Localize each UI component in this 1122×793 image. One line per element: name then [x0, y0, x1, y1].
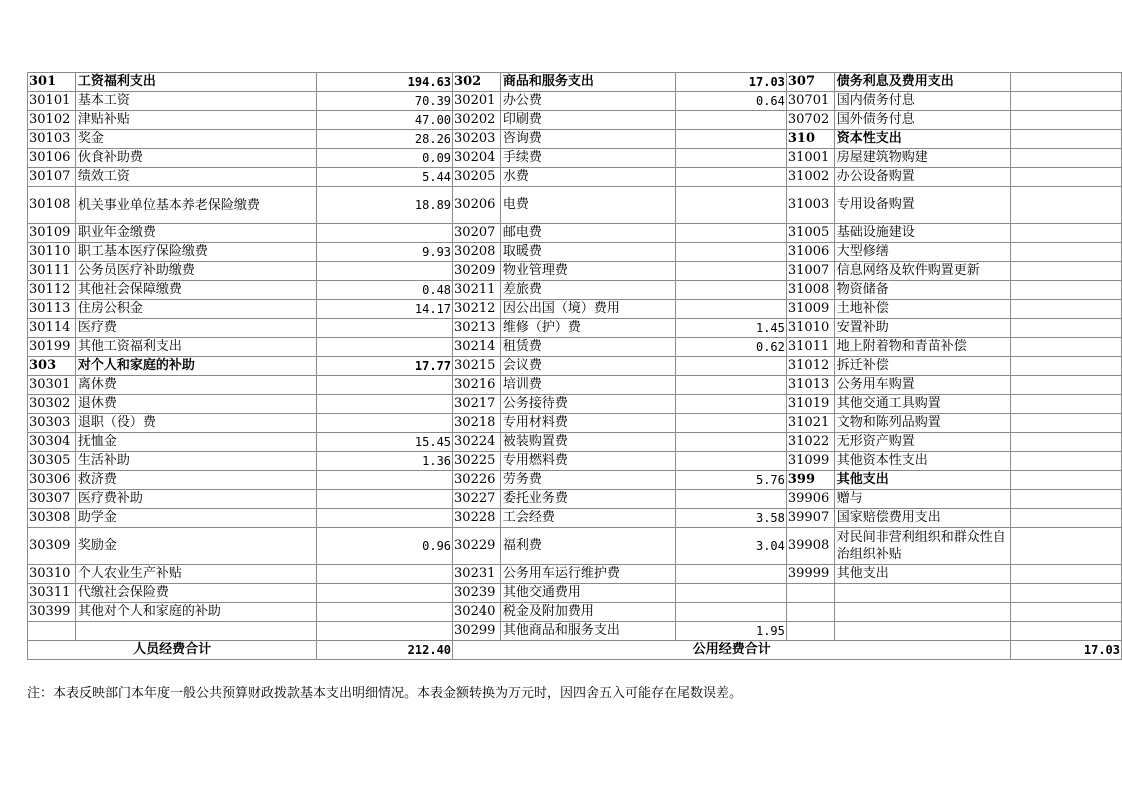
name-cell — [834, 603, 1011, 622]
code-cell: 302 — [453, 73, 501, 92]
name-cell: 债务利息及费用支出 — [834, 73, 1011, 92]
name-cell: 租赁费 — [500, 338, 675, 357]
amount-cell — [317, 584, 453, 603]
code-cell: 31008 — [786, 281, 834, 300]
name-cell: 因公出国（境）费用 — [500, 300, 675, 319]
amount-cell — [676, 111, 787, 130]
code-cell: 30305 — [28, 452, 76, 471]
code-cell: 30231 — [453, 565, 501, 584]
name-cell: 退休费 — [75, 395, 316, 414]
code-cell: 30202 — [453, 111, 501, 130]
code-cell: 30209 — [453, 262, 501, 281]
code-cell: 30309 — [28, 528, 76, 565]
name-cell: 生活补助 — [75, 452, 316, 471]
name-cell: 其他交通工具购置 — [834, 395, 1011, 414]
name-cell: 其他支出 — [834, 565, 1011, 584]
amount-cell — [1011, 509, 1122, 528]
table-row — [28, 471, 1122, 490]
code-cell: 31011 — [786, 338, 834, 357]
table-row — [28, 92, 1122, 111]
amount-cell — [317, 414, 453, 433]
personnel-total-value: 212.40 — [317, 641, 453, 660]
table-row — [28, 187, 1122, 224]
amount-cell: 1.36 — [317, 452, 453, 471]
code-cell: 30310 — [28, 565, 76, 584]
name-cell: 基本工资 — [75, 92, 316, 111]
amount-cell: 9.93 — [317, 243, 453, 262]
amount-cell — [676, 187, 787, 224]
name-cell: 离休费 — [75, 376, 316, 395]
amount-cell — [676, 565, 787, 584]
amount-cell — [676, 130, 787, 149]
table-row — [28, 168, 1122, 187]
name-cell: 商品和服务支出 — [500, 73, 675, 92]
code-cell — [786, 584, 834, 603]
code-cell: 30228 — [453, 509, 501, 528]
amount-cell — [317, 509, 453, 528]
code-cell: 31021 — [786, 414, 834, 433]
table-row — [28, 565, 1122, 584]
name-cell: 公务接待费 — [500, 395, 675, 414]
name-cell — [834, 584, 1011, 603]
name-cell: 医疗费 — [75, 319, 316, 338]
amount-cell — [676, 300, 787, 319]
amount-cell — [317, 338, 453, 357]
code-cell: 30306 — [28, 471, 76, 490]
code-cell: 31019 — [786, 395, 834, 414]
amount-cell — [1011, 622, 1122, 641]
name-cell: 无形资产购置 — [834, 433, 1011, 452]
amount-cell — [317, 395, 453, 414]
name-cell: 地上附着物和青苗补偿 — [834, 338, 1011, 357]
amount-cell — [1011, 149, 1122, 168]
table-row — [28, 149, 1122, 168]
name-cell: 职业年金缴费 — [75, 224, 316, 243]
expenditure-detail-table — [27, 72, 1122, 660]
name-cell: 住房公积金 — [75, 300, 316, 319]
code-cell: 30303 — [28, 414, 76, 433]
code-cell: 39907 — [786, 509, 834, 528]
name-cell: 国家赔偿费用支出 — [834, 509, 1011, 528]
code-cell: 30102 — [28, 111, 76, 130]
code-cell: 30304 — [28, 433, 76, 452]
code-cell: 30103 — [28, 130, 76, 149]
code-cell: 30702 — [786, 111, 834, 130]
code-cell: 30302 — [28, 395, 76, 414]
table-row — [28, 376, 1122, 395]
amount-cell — [317, 622, 453, 641]
amount-cell: 0.62 — [676, 338, 787, 357]
amount-cell: 0.64 — [676, 92, 787, 111]
name-cell — [75, 622, 316, 641]
name-cell: 劳务费 — [500, 471, 675, 490]
name-cell: 国外债务付息 — [834, 111, 1011, 130]
code-cell — [786, 622, 834, 641]
name-cell: 其他交通费用 — [500, 584, 675, 603]
amount-cell: 0.96 — [317, 528, 453, 565]
name-cell: 取暖费 — [500, 243, 675, 262]
amount-cell — [676, 584, 787, 603]
name-cell: 工会经费 — [500, 509, 675, 528]
code-cell — [28, 622, 76, 641]
amount-cell — [317, 565, 453, 584]
code-cell: 30217 — [453, 395, 501, 414]
name-cell: 其他资本性支出 — [834, 452, 1011, 471]
table-row — [28, 528, 1122, 565]
amount-cell: 5.76 — [676, 471, 787, 490]
amount-cell — [317, 471, 453, 490]
code-cell: 30213 — [453, 319, 501, 338]
code-cell: 30215 — [453, 357, 501, 376]
name-cell: 手续费 — [500, 149, 675, 168]
totals-row — [28, 641, 1122, 660]
amount-cell: 1.45 — [676, 319, 787, 338]
code-cell: 307 — [786, 73, 834, 92]
name-cell: 退职（役）费 — [75, 414, 316, 433]
name-cell: 办公费 — [500, 92, 675, 111]
amount-cell — [676, 395, 787, 414]
table-row — [28, 603, 1122, 622]
table-row — [28, 622, 1122, 641]
code-cell: 30308 — [28, 509, 76, 528]
amount-cell — [317, 603, 453, 622]
amount-cell: 14.17 — [317, 300, 453, 319]
table-body — [28, 73, 1122, 641]
name-cell: 津贴补贴 — [75, 111, 316, 130]
code-cell: 30399 — [28, 603, 76, 622]
code-cell: 30299 — [453, 622, 501, 641]
amount-cell — [1011, 565, 1122, 584]
name-cell: 公务用车购置 — [834, 376, 1011, 395]
name-cell: 会议费 — [500, 357, 675, 376]
code-cell: 30109 — [28, 224, 76, 243]
code-cell: 30107 — [28, 168, 76, 187]
table-row — [28, 130, 1122, 149]
table-row — [28, 243, 1122, 262]
name-cell: 房屋建筑物购建 — [834, 149, 1011, 168]
code-cell: 30701 — [786, 92, 834, 111]
code-cell: 30301 — [28, 376, 76, 395]
name-cell: 大型修缮 — [834, 243, 1011, 262]
name-cell: 绩效工资 — [75, 168, 316, 187]
name-cell: 福利费 — [500, 528, 675, 565]
name-cell: 印刷费 — [500, 111, 675, 130]
code-cell: 31001 — [786, 149, 834, 168]
name-cell: 物业管理费 — [500, 262, 675, 281]
code-cell: 39908 — [786, 528, 834, 565]
personnel-total-label: 人员经费合计 — [28, 641, 317, 660]
amount-cell: 28.26 — [317, 130, 453, 149]
name-cell: 对民间非营利组织和群众性自治组织补贴 — [834, 528, 1011, 565]
code-cell: 303 — [28, 357, 76, 376]
amount-cell — [1011, 130, 1122, 149]
name-cell: 赠与 — [834, 490, 1011, 509]
amount-cell — [317, 490, 453, 509]
code-cell: 30211 — [453, 281, 501, 300]
amount-cell: 17.77 — [317, 357, 453, 376]
amount-cell — [676, 168, 787, 187]
amount-cell — [1011, 433, 1122, 452]
code-cell: 30239 — [453, 584, 501, 603]
amount-cell — [317, 262, 453, 281]
amount-cell: 18.89 — [317, 187, 453, 224]
code-cell: 31002 — [786, 168, 834, 187]
table-row — [28, 395, 1122, 414]
name-cell: 办公设备购置 — [834, 168, 1011, 187]
name-cell: 公务用车运行维护费 — [500, 565, 675, 584]
amount-cell: 47.00 — [317, 111, 453, 130]
code-cell: 30224 — [453, 433, 501, 452]
name-cell: 专用材料费 — [500, 414, 675, 433]
amount-cell — [1011, 92, 1122, 111]
name-cell: 职工基本医疗保险缴费 — [75, 243, 316, 262]
code-cell: 30204 — [453, 149, 501, 168]
code-cell: 30114 — [28, 319, 76, 338]
code-cell: 30226 — [453, 471, 501, 490]
name-cell: 奖金 — [75, 130, 316, 149]
name-cell: 委托业务费 — [500, 490, 675, 509]
code-cell: 301 — [28, 73, 76, 92]
name-cell: 信息网络及软件购置更新 — [834, 262, 1011, 281]
amount-cell — [676, 376, 787, 395]
amount-cell: 0.09 — [317, 149, 453, 168]
table-row — [28, 262, 1122, 281]
amount-cell — [676, 414, 787, 433]
name-cell: 代缴社会保险费 — [75, 584, 316, 603]
public-total-label: 公用经费合计 — [453, 641, 1011, 660]
amount-cell — [1011, 168, 1122, 187]
code-cell: 30218 — [453, 414, 501, 433]
amount-cell: 0.48 — [317, 281, 453, 300]
amount-cell — [676, 490, 787, 509]
name-cell: 救济费 — [75, 471, 316, 490]
name-cell: 伙食补助费 — [75, 149, 316, 168]
name-cell: 邮电费 — [500, 224, 675, 243]
name-cell: 拆迁补偿 — [834, 357, 1011, 376]
code-cell: 30240 — [453, 603, 501, 622]
table-row — [28, 73, 1122, 92]
name-cell: 对个人和家庭的补助 — [75, 357, 316, 376]
name-cell: 基础设施建设 — [834, 224, 1011, 243]
code-cell: 31009 — [786, 300, 834, 319]
amount-cell — [676, 357, 787, 376]
table-row — [28, 111, 1122, 130]
code-cell: 30199 — [28, 338, 76, 357]
amount-cell — [1011, 281, 1122, 300]
name-cell: 个人农业生产补贴 — [75, 565, 316, 584]
code-cell: 31012 — [786, 357, 834, 376]
amount-cell — [1011, 395, 1122, 414]
name-cell: 其他工资福利支出 — [75, 338, 316, 357]
table-row — [28, 338, 1122, 357]
amount-cell — [676, 281, 787, 300]
name-cell: 差旅费 — [500, 281, 675, 300]
amount-cell — [676, 224, 787, 243]
name-cell: 奖励金 — [75, 528, 316, 565]
amount-cell: 3.04 — [676, 528, 787, 565]
name-cell: 助学金 — [75, 509, 316, 528]
amount-cell: 3.58 — [676, 509, 787, 528]
name-cell: 机关事业单位基本养老保险缴费 — [75, 187, 316, 224]
code-cell — [786, 603, 834, 622]
code-cell: 30203 — [453, 130, 501, 149]
name-cell: 专用燃料费 — [500, 452, 675, 471]
name-cell: 咨询费 — [500, 130, 675, 149]
code-cell: 30229 — [453, 528, 501, 565]
amount-cell — [1011, 300, 1122, 319]
table-row — [28, 452, 1122, 471]
code-cell: 31005 — [786, 224, 834, 243]
amount-cell — [1011, 376, 1122, 395]
amount-cell — [1011, 603, 1122, 622]
name-cell: 其他支出 — [834, 471, 1011, 490]
code-cell: 30108 — [28, 187, 76, 224]
code-cell: 30225 — [453, 452, 501, 471]
table-row — [28, 414, 1122, 433]
name-cell: 专用设备购置 — [834, 187, 1011, 224]
name-cell: 其他商品和服务支出 — [500, 622, 675, 641]
name-cell: 工资福利支出 — [75, 73, 316, 92]
table-row — [28, 357, 1122, 376]
code-cell: 30216 — [453, 376, 501, 395]
code-cell: 30311 — [28, 584, 76, 603]
public-total-value: 17.03 — [1011, 641, 1122, 660]
amount-cell: 194.63 — [317, 73, 453, 92]
amount-cell: 15.45 — [317, 433, 453, 452]
name-cell: 维修（护）费 — [500, 319, 675, 338]
code-cell: 31010 — [786, 319, 834, 338]
table-row — [28, 490, 1122, 509]
name-cell: 电费 — [500, 187, 675, 224]
code-cell: 30205 — [453, 168, 501, 187]
amount-cell — [1011, 452, 1122, 471]
code-cell: 30208 — [453, 243, 501, 262]
amount-cell — [317, 319, 453, 338]
amount-cell — [1011, 262, 1122, 281]
code-cell: 31013 — [786, 376, 834, 395]
amount-cell — [317, 376, 453, 395]
amount-cell — [1011, 187, 1122, 224]
amount-cell — [1011, 73, 1122, 92]
table-row — [28, 584, 1122, 603]
amount-cell — [1011, 243, 1122, 262]
code-cell: 31003 — [786, 187, 834, 224]
amount-cell: 1.95 — [676, 622, 787, 641]
name-cell: 被装购置费 — [500, 433, 675, 452]
amount-cell — [676, 452, 787, 471]
amount-cell — [1011, 338, 1122, 357]
name-cell: 培训费 — [500, 376, 675, 395]
amount-cell: 5.44 — [317, 168, 453, 187]
code-cell: 310 — [786, 130, 834, 149]
name-cell: 医疗费补助 — [75, 490, 316, 509]
code-cell: 31099 — [786, 452, 834, 471]
amount-cell — [676, 262, 787, 281]
table-footnote: 注：本表反映部门本年度一般公共预算财政拨款基本支出明细情况。本表金额转换为万元时，因四舍五入可能存在尾数误差。 — [27, 686, 743, 701]
code-cell: 30101 — [28, 92, 76, 111]
name-cell: 其他社会保障缴费 — [75, 281, 316, 300]
name-cell: 资本性支出 — [834, 130, 1011, 149]
amount-cell: 17.03 — [676, 73, 787, 92]
amount-cell — [1011, 584, 1122, 603]
name-cell — [834, 622, 1011, 641]
name-cell: 公务员医疗补助缴费 — [75, 262, 316, 281]
name-cell: 安置补助 — [834, 319, 1011, 338]
amount-cell — [1011, 414, 1122, 433]
amount-cell — [1011, 111, 1122, 130]
name-cell: 土地补偿 — [834, 300, 1011, 319]
code-cell: 30212 — [453, 300, 501, 319]
table-row — [28, 300, 1122, 319]
amount-cell — [676, 603, 787, 622]
code-cell: 30227 — [453, 490, 501, 509]
code-cell: 30214 — [453, 338, 501, 357]
amount-cell — [676, 243, 787, 262]
amount-cell — [1011, 357, 1122, 376]
name-cell: 水费 — [500, 168, 675, 187]
code-cell: 31022 — [786, 433, 834, 452]
amount-cell — [676, 149, 787, 168]
name-cell: 税金及附加费用 — [500, 603, 675, 622]
name-cell: 抚恤金 — [75, 433, 316, 452]
code-cell: 39906 — [786, 490, 834, 509]
table-row — [28, 319, 1122, 338]
amount-cell — [676, 433, 787, 452]
code-cell: 31007 — [786, 262, 834, 281]
amount-cell — [1011, 471, 1122, 490]
name-cell: 国内债务付息 — [834, 92, 1011, 111]
code-cell: 30113 — [28, 300, 76, 319]
code-cell: 30110 — [28, 243, 76, 262]
amount-cell — [1011, 224, 1122, 243]
code-cell: 39999 — [786, 565, 834, 584]
code-cell: 30307 — [28, 490, 76, 509]
name-cell: 文物和陈列品购置 — [834, 414, 1011, 433]
code-cell: 30207 — [453, 224, 501, 243]
amount-cell — [1011, 528, 1122, 565]
code-cell: 30206 — [453, 187, 501, 224]
amount-cell — [317, 224, 453, 243]
code-cell: 31006 — [786, 243, 834, 262]
code-cell: 30111 — [28, 262, 76, 281]
code-cell: 399 — [786, 471, 834, 490]
amount-cell — [1011, 490, 1122, 509]
amount-cell — [1011, 319, 1122, 338]
code-cell: 30106 — [28, 149, 76, 168]
table-row — [28, 281, 1122, 300]
code-cell: 30201 — [453, 92, 501, 111]
name-cell: 其他对个人和家庭的补助 — [75, 603, 316, 622]
table-row — [28, 509, 1122, 528]
name-cell: 物资储备 — [834, 281, 1011, 300]
table-row — [28, 433, 1122, 452]
amount-cell: 70.39 — [317, 92, 453, 111]
code-cell: 30112 — [28, 281, 76, 300]
table-row — [28, 224, 1122, 243]
